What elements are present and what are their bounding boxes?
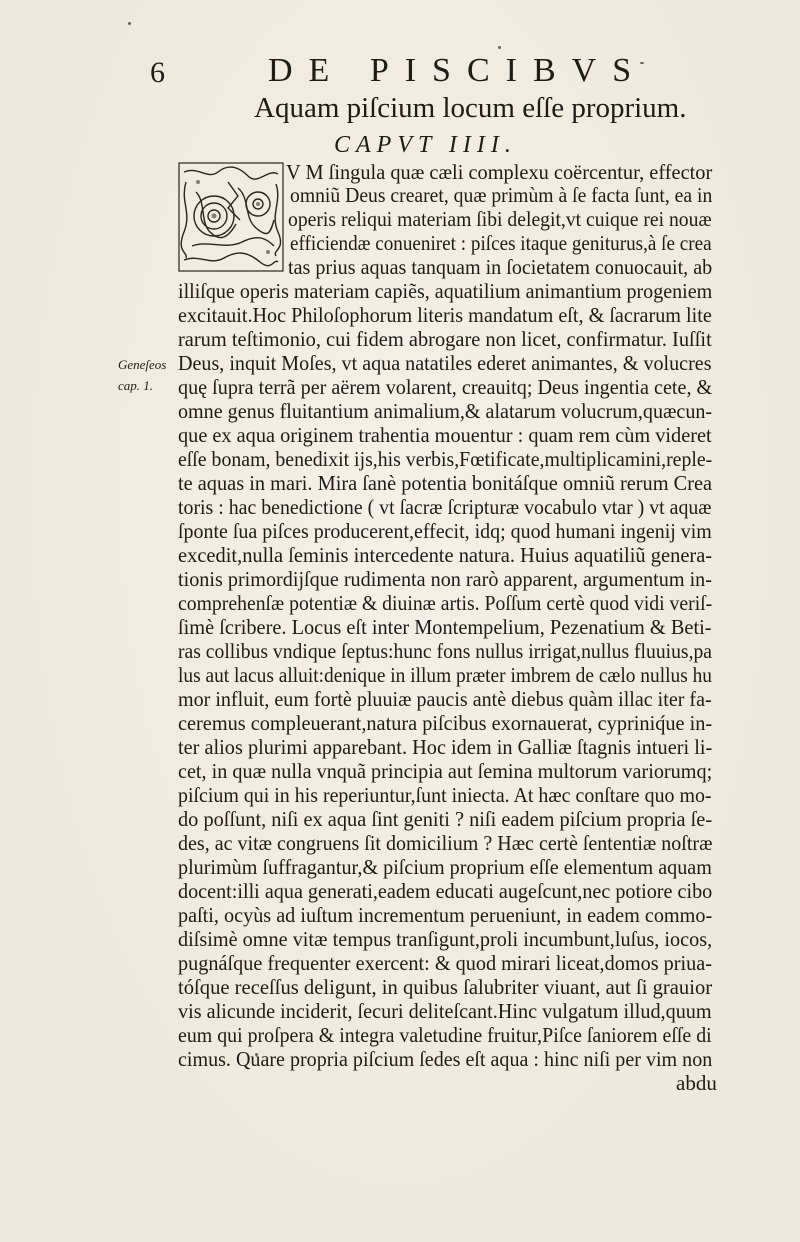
text-line: des, ac vitæ congruens ſit domicilium ? Hæc certè ſententiæ noſtræ [178,831,713,855]
text-line: efficiendæ conueniret : piſces itaque geniturus,à ſe crea [290,231,712,255]
chapter-number: CAPVT IIII. [334,132,517,158]
text-line: comprehenſæ potentiæ & diuinæ artis. Poſſum certè quod vidi veriſ- [178,591,713,615]
chapter-title: Aquam piſcium locum eſſe proprium. [254,92,687,124]
text-line: omniũ Deus crearet, quæ primùm à ſe facta ſunt, ea in [290,183,713,207]
text-line: ceremus compleuerant,natura piſcibus exornauerat, cypriniq́ue in- [178,711,713,735]
text-line: illiſque operis materiam capiẽs, aquatilium animantium progeniem [178,279,713,303]
text-line: diſsimè omne vitæ tempus tranſigunt,proli incumbunt,luſus, iocos, [178,927,713,951]
text-line: cet, in quæ nulla vnquã principia aut ſemina multorum variorumq; [178,759,713,783]
text-line: omne genus fluitantium animalium,& alatarum volucrum,quæcun- [178,399,713,423]
text-line: ter alios plurimi apparebant. Hoc idem in Galliæ ſtagnis intueri li- [178,735,713,759]
text-line: ſimè ſcribere. Locus eſt inter Montempelium, Pezenatium & Beti- [178,615,712,639]
text-line: vis alicunde inciderit, ſecuri deliteſcant.Hinc vulgatum illud,quum [178,999,712,1023]
text-line: do poſſunt, niſi ex aqua ſint geniti ? niſi eadem piſcium propria ſe- [178,807,713,831]
text-line: lus aut lacus alluit:denique in illum præter imbrem de cælo nullus hu [178,663,712,687]
text-line: V M ſingula quæ cæli complexu coërcentur, effector [286,160,713,184]
text-line: Deus, inquit Moſes, vt aqua natatiles ederet animantes, & volucres [178,351,712,375]
margin-note-line: cap. 1. [118,378,154,393]
text-line: eſſe bonam, benedixit ijs,his verbis,Fœtificate,multiplicamini,reple- [178,447,713,471]
text-line: tas prius aquas tanquam in ſocietatem conuocauit, ab [288,255,713,279]
text-line: toris : hac benedictione ( vt ſacræ ſcripturæ vocabulo vtar ) vt aquæ [178,495,712,519]
text-line: docent:illi aqua generati,eadem educati augeſcunt,nec potiore cibo [178,879,713,903]
margin-note-line: Geneſeos [118,357,167,372]
text-line: ſponte ſua piſces producerent,effecit, idq; quod humani ingenij vim [178,519,712,543]
catchword: abdu [676,1071,717,1095]
text-line: paſti, ocyùs ad iuſtum incrementum perueniunt, in eadem commo- [178,903,713,927]
text-line: operis reliqui materiam ſibi delegit,vt cuique rei nouæ [288,207,712,231]
text-line: ras collibus vndique ſeptus:hunc fons nullus irrigat,nullus fluuius,pa [178,639,713,663]
page-number: 6 [150,56,166,89]
text-line: te aquas in mari. Mira ſanè potentia bonitáſque omniũ rerum Crea [178,471,713,495]
text-line: cimus. Quare propria piſcium ſedes eſt aqua : hinc niſi per vim non [178,1047,713,1071]
text-line: excitauit.Hoc Philoſophorum literis mandatum eſt, & ſacrarum lite [178,303,712,327]
text-line: eum qui proſpera & integra valetudine fruitur,Piſce ſaniorem eſſe di [178,1023,712,1047]
text-line: rarum teſtimonio, cui fidem abrogare non licet, confirmatur. Iuſſit [178,327,712,351]
text-line: quę ſupra terrã per aërem volarent, creauitq; Deus ingentia cete, & [178,375,713,399]
text-line: pugnáſque frequenter exercent: & quod mirari liceat,domos priua- [178,951,712,975]
running-head: DE PISCIBVS [268,52,648,89]
text-line: mor influit, eum fortè pluuiæ paucis antè diebus quàm illac iter fa- [178,687,712,711]
text-line: que ex aqua originem trahentia mouentur : quam rem cùm videret [178,423,712,447]
text-line: piſcium qui in his reperiuntur,ſunt iniecta. At hæc conſtare quo mo- [178,783,712,807]
text-line: tionis primordijſque rudimenta non rarò apparent, argumentum in- [178,567,712,591]
text-line: tóſque receſſus deligunt, in quibus ſalubriter viuant, aut ſi grauior [178,975,713,999]
text-line: excedit,nulla ſeminis intercedente natura. Huius aquatiliũ genera- [178,543,713,567]
text-line: plurimùm ſuffragantur,& piſcium proprium eſſe elementum aquam [178,855,712,879]
